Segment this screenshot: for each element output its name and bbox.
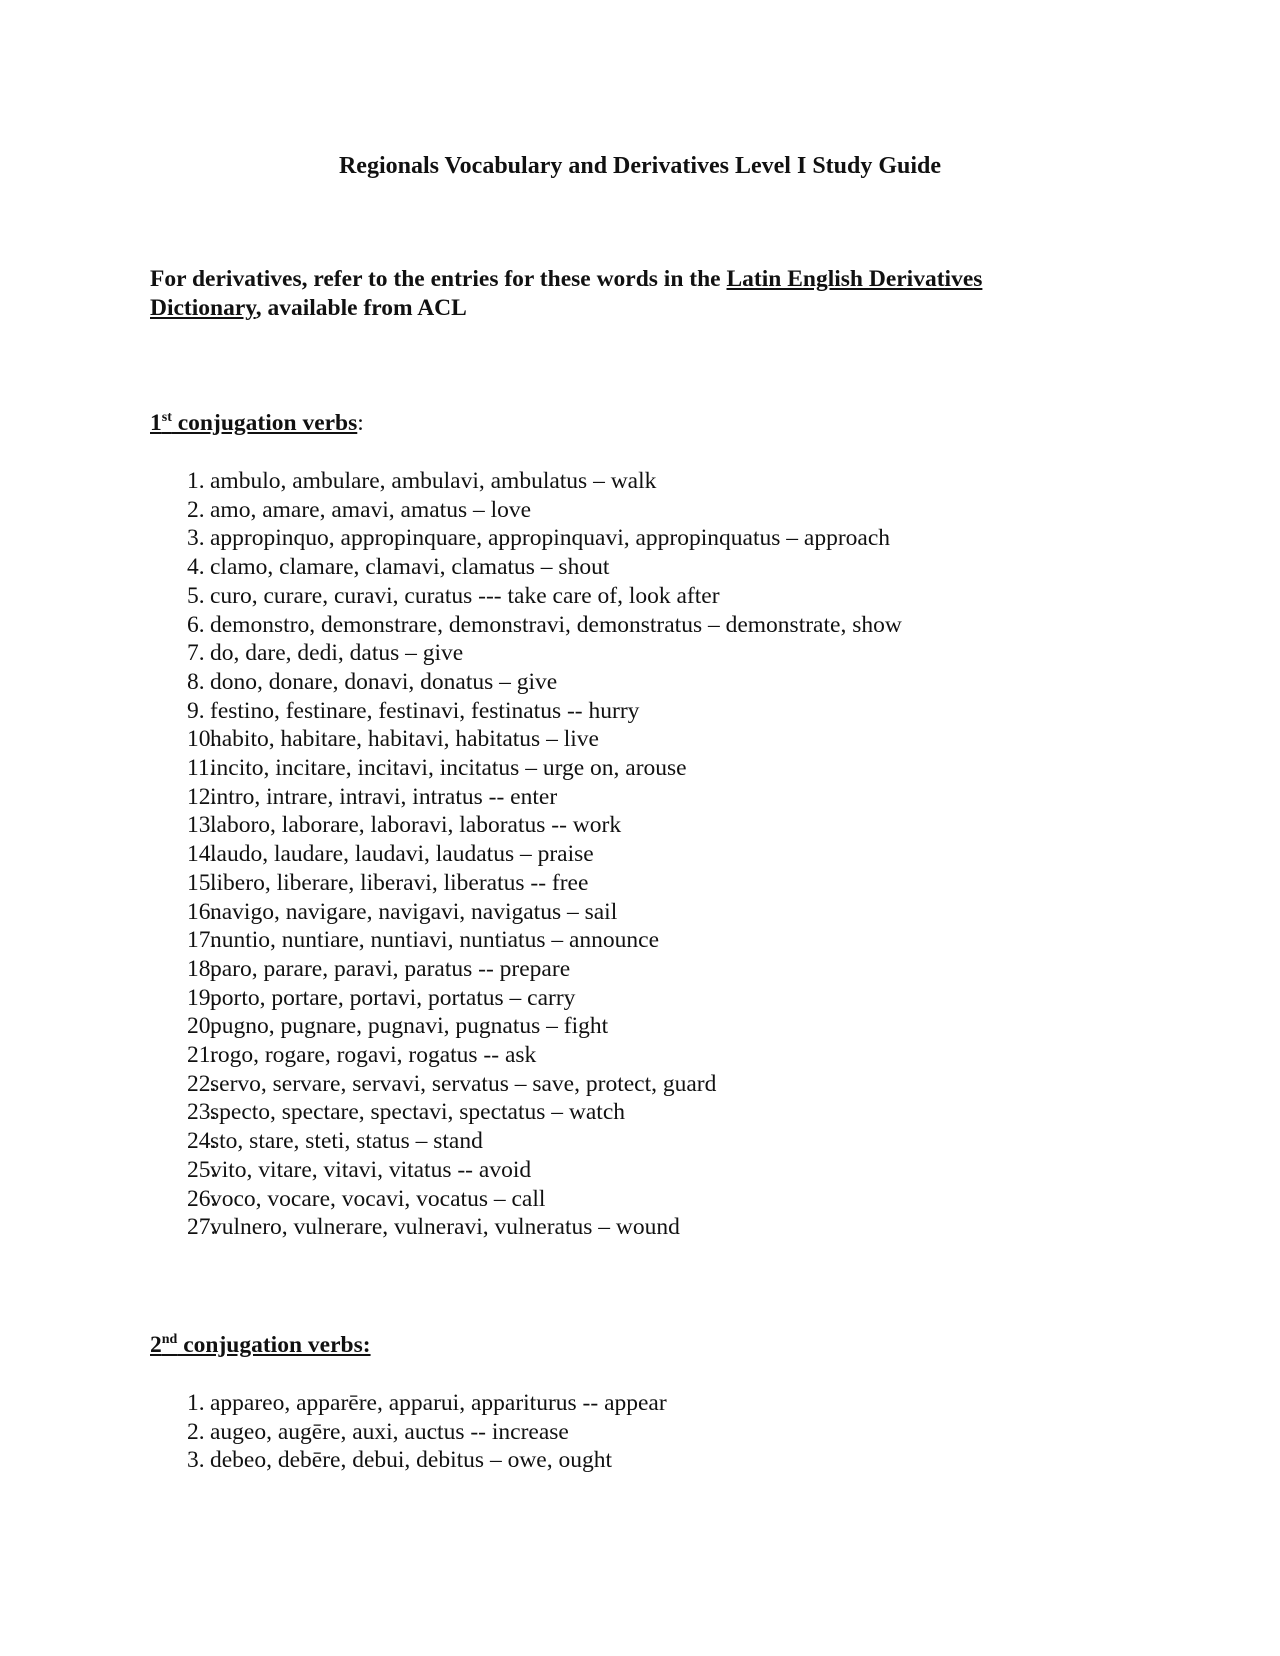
list-item: [150, 1418, 1150, 1447]
list-item-number: 8.: [187, 668, 205, 695]
list-item-number: 22.: [187, 1070, 217, 1097]
list-item-number: 3.: [187, 525, 205, 552]
list-item: [150, 725, 1150, 754]
list-item-number: 11.: [187, 755, 216, 782]
list-item: [150, 1156, 1150, 1185]
list-item: [150, 840, 1150, 869]
list-item-number: 7.: [187, 640, 205, 667]
vocabulary-entry: pugno, pugnare, pugnavi, pugnatus – fight: [210, 1013, 609, 1040]
list-item: [150, 955, 1150, 984]
vocabulary-entry: laboro, laborare, laboravi, laboratus -- work: [210, 812, 622, 839]
vocabulary-entry: laudo, laudare, laudavi, laudatus – praise: [210, 841, 594, 868]
list-item-number: 4.: [187, 554, 205, 581]
list-item-number: 14.: [187, 841, 217, 868]
vocabulary-entry: libero, liberare, liberavi, liberatus -- free: [210, 869, 589, 896]
vocabulary-entry: intro, intrare, intravi, intratus -- enter: [210, 783, 558, 810]
list-item-number: 2.: [187, 496, 205, 523]
list-item: [150, 783, 1150, 812]
section-heading-label: 2nd conjugation verbs:: [150, 1332, 371, 1358]
list-item-number: 26.: [187, 1185, 217, 1212]
vocabulary-entry: do, dare, dedi, datus – give: [210, 640, 464, 667]
vocabulary-entry: specto, spectare, spectavi, spectatus – watch: [210, 1099, 626, 1126]
list-item-number: 1.: [187, 1390, 205, 1416]
list-item: [150, 1127, 1150, 1156]
vocabulary-entry: porto, portare, portavi, portatus – carry: [210, 984, 576, 1011]
list-item: [150, 524, 1150, 553]
vocabulary-entry: debeo, debēre, debui, debitus – owe, ought: [210, 1447, 613, 1474]
list-item-number: 1.: [187, 468, 205, 494]
list-item: [150, 1041, 1150, 1070]
list-item: [150, 1446, 1150, 1475]
list-item-number: 13.: [187, 812, 217, 839]
list-item-number: 16.: [187, 898, 217, 925]
list-item-number: 23.: [187, 1099, 217, 1126]
list-item-number: 25.: [187, 1156, 217, 1183]
list-item-number: 10.: [187, 726, 217, 753]
section-heading-colon: :: [357, 410, 364, 436]
vocabulary-entry: rogo, rogare, rogavi, rogatus -- ask: [210, 1042, 537, 1069]
list-item: [150, 611, 1150, 640]
intro-text-before: For derivatives, refer to the entries for these words in the: [150, 266, 727, 292]
list-item: [150, 811, 1150, 840]
vocabulary-entry: clamo, clamare, clamavi, clamatus – shout: [210, 554, 610, 581]
list-item: [150, 467, 1150, 496]
list-item: [150, 496, 1150, 525]
vocabulary-entry: demonstro, demonstrare, demonstravi, demonstratus – demonstrate, show: [210, 611, 902, 638]
intro-text-after: , available from ACL: [255, 295, 467, 321]
list-item: [150, 1098, 1150, 1127]
list-item: [150, 1389, 1150, 1418]
section-heading-label: 1st conjugation verbs: [150, 410, 358, 436]
list-item-number: 9.: [187, 697, 205, 724]
vocabulary-entry: nuntio, nuntiare, nuntiavi, nuntiatus – announce: [210, 927, 660, 954]
list-item: [150, 582, 1150, 611]
list-item: [150, 639, 1150, 668]
list-item: [150, 984, 1150, 1013]
vocabulary-entry: augeo, augēre, auxi, auctus -- increase: [210, 1418, 569, 1445]
list-item-number: 19.: [187, 984, 217, 1011]
vocabulary-entry: curo, curare, curavi, curatus --- take care of, look after: [210, 582, 720, 609]
vocabulary-entry: ambulo, ambulare, ambulavi, ambulatus – walk: [210, 468, 657, 494]
list-item-number: 2.: [187, 1418, 205, 1445]
list-item-number: 21.: [187, 1042, 217, 1069]
vocabulary-entry: habito, habitare, habitavi, habitatus – live: [210, 726, 599, 753]
list-item-number: 6.: [187, 611, 205, 638]
list-item-number: 20.: [187, 1013, 217, 1040]
vocabulary-entry: voco, vocare, vocavi, vocatus – call: [210, 1185, 546, 1212]
second-conjugation-verb-list: [150, 1389, 1150, 1475]
list-item-number: 24.: [187, 1128, 217, 1155]
section-heading-first-conjugation: [150, 408, 364, 438]
list-item-number: 3.: [187, 1447, 205, 1474]
section-heading-second-conjugation: [150, 1330, 371, 1360]
vocabulary-entry: sto, stare, steti, status – stand: [210, 1128, 483, 1155]
list-item: [150, 1213, 1150, 1242]
list-item: [150, 1070, 1150, 1099]
list-item: [150, 553, 1150, 582]
list-item-number: 27.: [187, 1214, 217, 1241]
first-conjugation-verb-list: [150, 467, 1150, 1242]
vocabulary-entry: vito, vitare, vitavi, vitatus -- avoid: [210, 1156, 532, 1183]
list-item: [150, 898, 1150, 927]
list-item: [150, 754, 1150, 783]
dictionary-title: Latin English Derivatives Dictionary: [150, 266, 983, 321]
vocabulary-entry: servo, servare, servavi, servatus – save, protect, guard: [210, 1070, 717, 1097]
vocabulary-entry: vulnero, vulnerare, vulneravi, vulneratus – wound: [210, 1214, 680, 1241]
vocabulary-entry: incito, incitare, incitavi, incitatus – urge on, arouse: [210, 755, 687, 782]
vocabulary-entry: paro, parare, paravi, paratus -- prepare: [210, 955, 571, 982]
list-item: [150, 668, 1150, 697]
list-item-number: 17.: [187, 927, 217, 954]
list-item: [150, 1185, 1150, 1214]
list-item: [150, 1012, 1150, 1041]
document-title: Regionals Vocabulary and Derivatives Level I Study Guide: [338, 153, 942, 179]
list-item-number: 5.: [187, 582, 205, 609]
vocabulary-entry: dono, donare, donavi, donatus – give: [210, 668, 558, 695]
vocabulary-entry: navigo, navigare, navigavi, navigatus – sail: [210, 898, 618, 925]
list-item-number: 12.: [187, 783, 217, 810]
vocabulary-entry: appareo, apparēre, apparui, appariturus -- appear: [210, 1390, 667, 1416]
list-item: [150, 697, 1150, 726]
list-item: [150, 869, 1150, 898]
vocabulary-entry: amo, amare, amavi, amatus – love: [210, 496, 532, 523]
list-item: [150, 926, 1150, 955]
list-item-number: 15.: [187, 869, 217, 896]
intro-paragraph: [150, 265, 1090, 323]
list-item-number: 18.: [187, 955, 217, 982]
vocabulary-entry: festino, festinare, festinavi, festinatus -- hurry: [210, 697, 640, 724]
vocabulary-entry: appropinquo, appropinquare, appropinquavi, appropinquatus – approach: [210, 525, 891, 552]
